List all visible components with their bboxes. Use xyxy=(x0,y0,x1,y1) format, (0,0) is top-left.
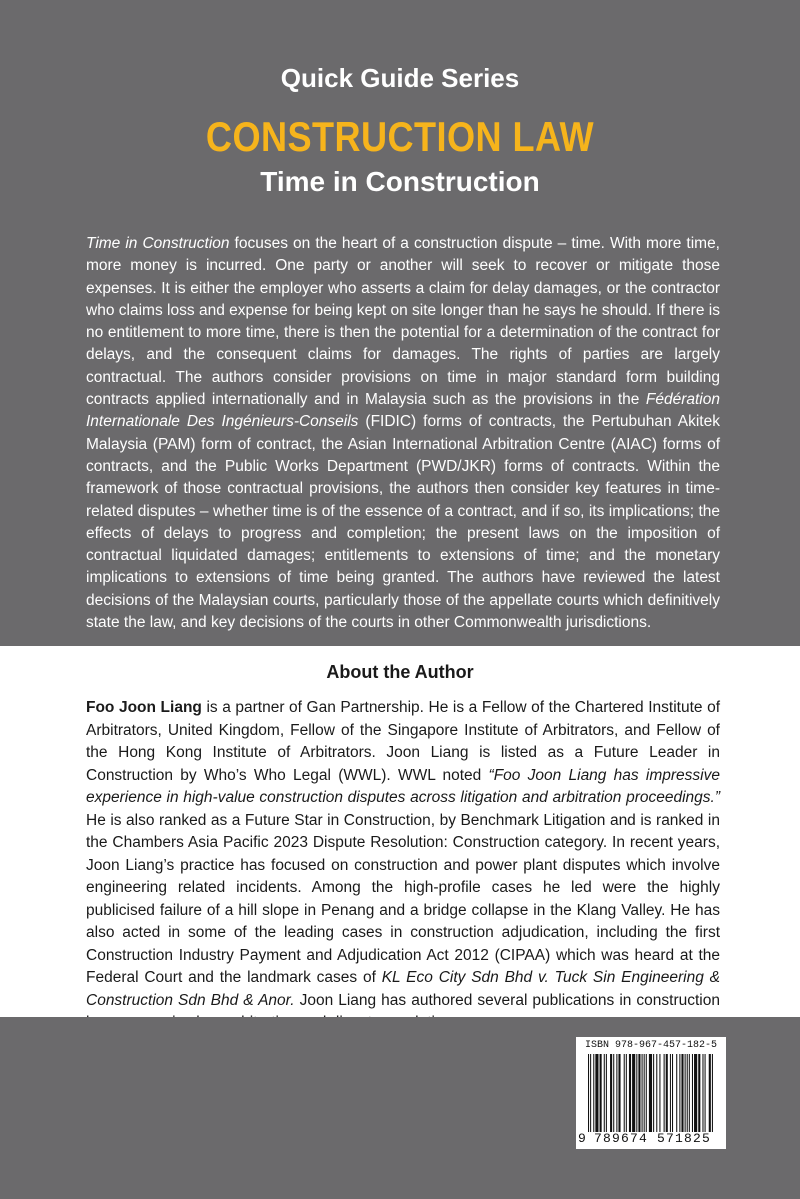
barcode-bar xyxy=(694,1054,697,1132)
book-title: CONSTRUCTION LAW xyxy=(205,113,595,160)
barcode-bar xyxy=(666,1054,668,1132)
bio-text-2: He is also ranked as a Future Star in Construction, by Benchmark Litigation and is ranked in the Chambers Asia Pacific 2023 Dispute Resolution: Construction category. In recent years, Joon Liang’s practice has focused on construction and power plant disputes which involve engineering related incidents. Among the high-profile cases he led were the highly publicised failure of a hill slope in Penang and a bridge collapse in the Klang Valley. He has also acted in some of the leading cases in construction adjudication, including the first Construction Industry Payment and Adjudication Act 2012 (CIPAA) which was heard at the Federal Court and the landmark cases of xyxy=(86,811,720,986)
cover-bottom-section xyxy=(0,1017,800,1199)
book-subtitle: Time in Construction xyxy=(260,166,540,197)
barcode-bar xyxy=(687,1054,688,1132)
about-author-section xyxy=(0,646,800,1017)
book-description xyxy=(86,233,720,634)
isbn-label: ISBN 978-967-457-182-5 xyxy=(584,1040,718,1051)
barcode-bar xyxy=(590,1054,591,1132)
barcode-bars xyxy=(588,1054,714,1134)
barcode-bar xyxy=(702,1054,703,1132)
about-heading: About the Author xyxy=(326,662,474,682)
barcode-bar xyxy=(636,1054,637,1132)
barcode-bar xyxy=(600,1054,602,1132)
description-fidic: Fédération Internationale Des Ingénieurs-Conseils xyxy=(86,391,720,431)
author-name: Foo Joon Liang xyxy=(86,699,202,716)
barcode-bar xyxy=(709,1054,711,1132)
bio-case: KL Eco City Sdn Bhd v. Tuck Sin Engineering & Construction Sdn Bhd & Anor. xyxy=(86,969,720,1009)
barcode-bar xyxy=(649,1054,652,1132)
barcode-panel xyxy=(576,1037,726,1149)
description-lead: Time in Construction xyxy=(86,235,230,252)
barcode-bar xyxy=(629,1054,631,1132)
barcode-bar xyxy=(670,1054,671,1132)
barcode-bar xyxy=(681,1054,683,1132)
barcode-bar xyxy=(672,1054,673,1132)
barcode-bar xyxy=(595,1054,598,1132)
barcode-bar xyxy=(705,1054,706,1132)
barcode-bar xyxy=(632,1054,635,1132)
barcode-bar xyxy=(613,1054,614,1132)
barcode-bar xyxy=(689,1054,690,1132)
barcode-bar xyxy=(644,1054,645,1132)
barcode-bar xyxy=(646,1054,647,1132)
series-title: Quick Guide Series xyxy=(280,63,520,93)
bio-quote: “Foo Joon Liang has impressive experience in high-value construction disputes across litigation and arbitration proceedings.” xyxy=(86,766,720,806)
barcode-bar xyxy=(624,1054,625,1132)
description-text-1: focuses on the heart of a construction dispute – time. With more time, more money is incurred. One party or another will seek to recover or mitigate those expenses. It is either the employer who asserts a claim for delay damages, or the contractor who claims loss and expense for being kept on site longer than he says he should. If there is no entitlement to more time, there is then the potential for a determination of the contract for delays, and the consequent claims for damages. The rights of parties are largely contractual. The authors consider provisions on time in major standard form building contracts applied internationally and in Malaysia such as the provisions in the xyxy=(86,235,720,409)
barcode-bar xyxy=(692,1054,693,1132)
barcode-bar xyxy=(593,1054,594,1132)
barcode-bar xyxy=(676,1054,677,1132)
bio-text-3: Joon Liang has authored several publications in construction xyxy=(299,991,720,1009)
barcode-bar xyxy=(664,1054,665,1132)
barcode-bar xyxy=(712,1054,713,1132)
description-text-2: (FIDIC) forms of contracts, the Pertubuhan Akitek Malaysia (PAM) form of contract, the Asian International Arbitration Centre (AIAC) forms of contracts, and the Public Works Department (PWD/JKR) forms of contracts. Within the framework of those contractual provisions, the authors then consider key features in time-related disputes – whether time is of the essence of a contract, and if so, its implications; the effects of delays to progress and completion; the present laws on the imposition of contractual liquidated damages; entitlements to extensions of time; and the monetary implications to extensions of time being granted. The authors have reviewed the latest decisions of the Malaysian courts, particularly those of the appellate courts which definitively state the law, and key decisions of the courts in other Commonwealth jurisdictions. xyxy=(86,413,720,632)
barcode-bar xyxy=(638,1054,640,1132)
barcode-number-rest: 789674 571825 xyxy=(594,1131,712,1146)
barcode-bar xyxy=(618,1054,620,1132)
barcode-bar xyxy=(588,1054,589,1132)
author-bio xyxy=(86,697,720,1035)
barcode-bar xyxy=(653,1054,654,1132)
barcode-bar xyxy=(610,1054,612,1132)
barcode-bar xyxy=(616,1054,617,1132)
barcode-bar xyxy=(604,1054,605,1132)
barcode-bar xyxy=(656,1054,657,1132)
barcode-bar xyxy=(698,1054,700,1132)
bio-text-1: is a partner of Gan Partnership. He is a Fellow of the Chartered Institute of Arbitrators, United Kingdom, Fellow of the Singapore Institute of Arbitrators, and Fellow of the Hong Kong Institute of Arbitrators. Joon Liang is listed as a Future Leader in Construction by Who’s Who Legal (WWL). WWL noted xyxy=(86,699,721,784)
barcode-bar xyxy=(606,1054,607,1132)
barcode-bar xyxy=(679,1054,680,1132)
barcode-bar xyxy=(659,1054,660,1132)
barcode-number-first: 9 xyxy=(578,1131,586,1146)
barcode-bar xyxy=(626,1054,627,1132)
barcode-bar xyxy=(642,1054,643,1132)
barcode-bar xyxy=(685,1054,686,1132)
